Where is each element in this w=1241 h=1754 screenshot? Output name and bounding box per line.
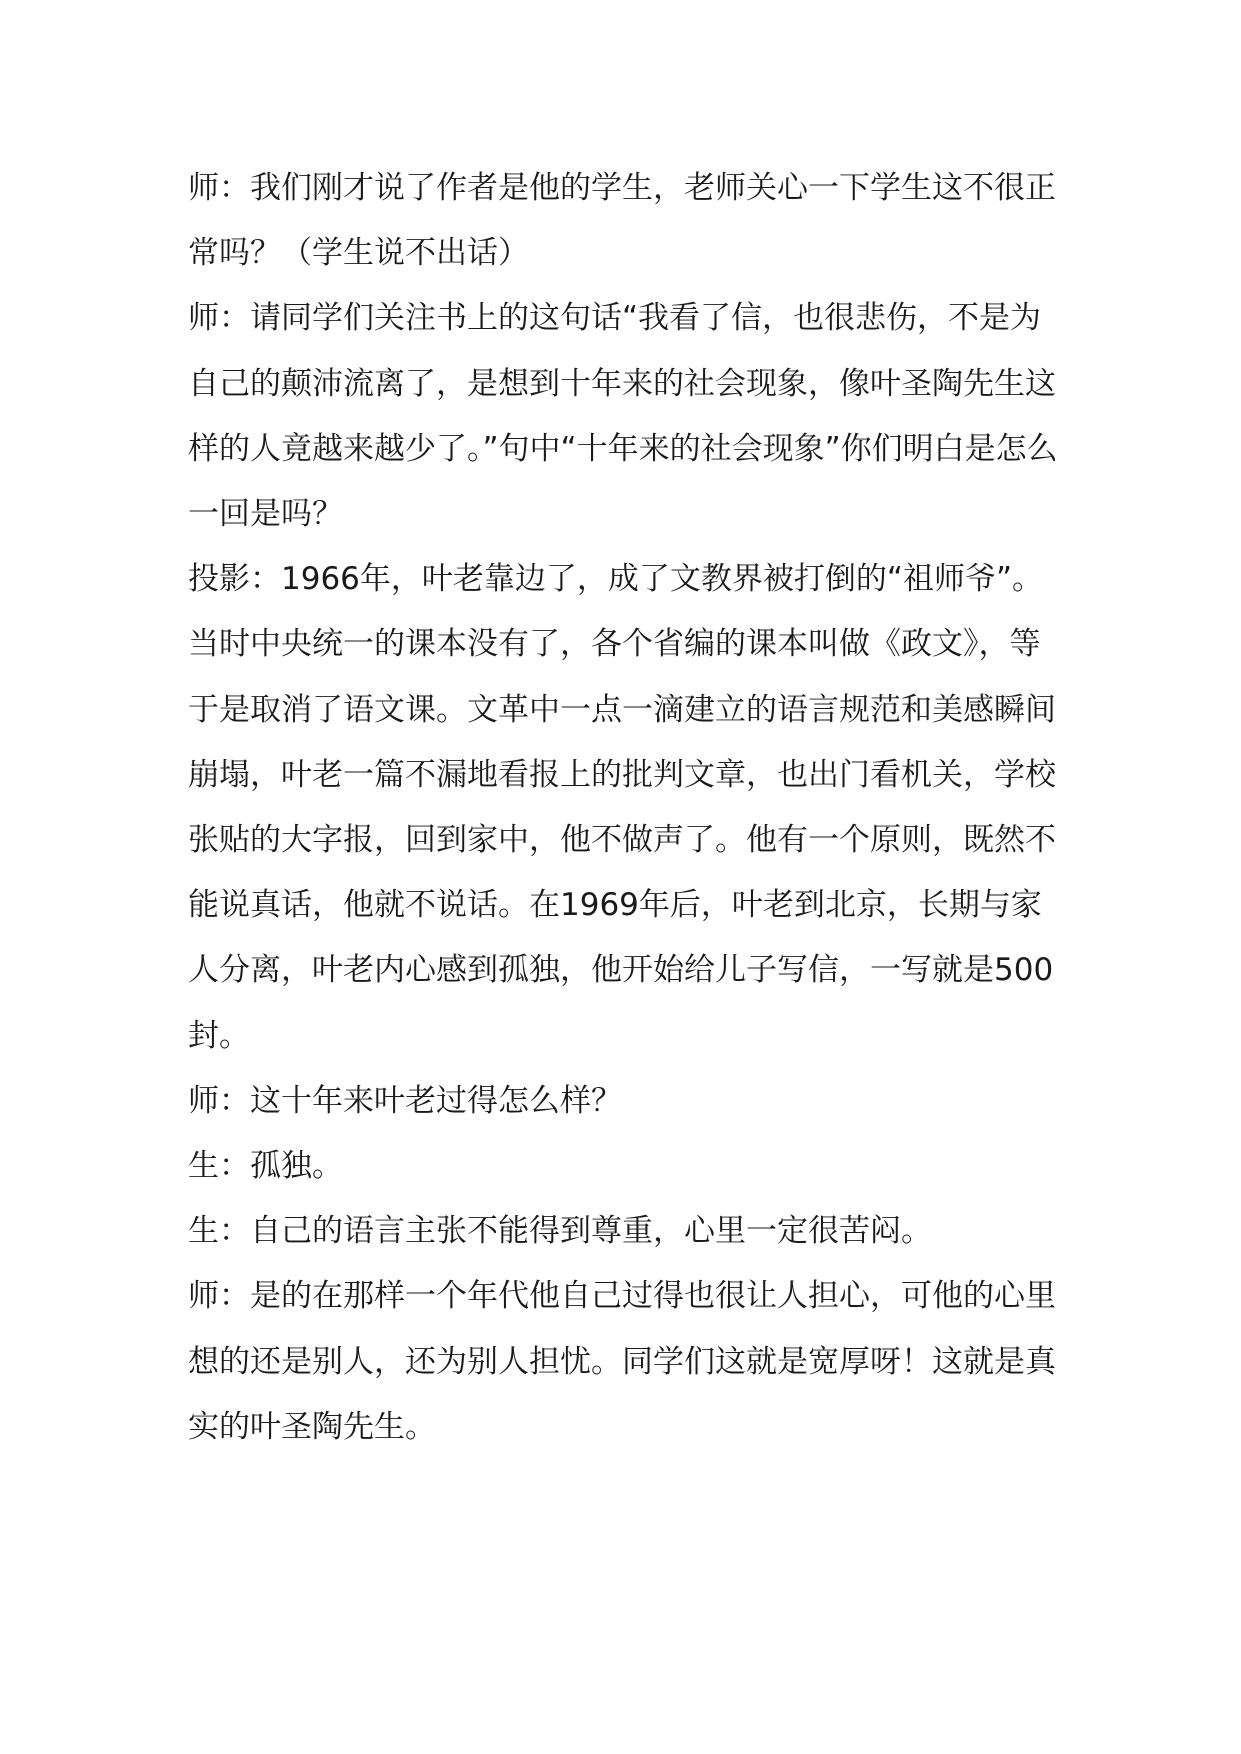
paragraph-projection: 投影：1966年，叶老靠边了，成了文教界被打倒的“祖师爷”。当时中央统一的课本没有了，各个省编的课本叫做《政文》，等于是取消了语文课。文革中一点一滴建立的语言规范和美感瞬间崩塌，叶老一篇不漏地看报上的批判文章，也出门看机关，学校张贴的大字报，回到家中，他不做声了。他有一个原则，既然不能说真话，他就不说话。在1969年后，叶老到北京，长期与家人分离，叶老内心感到孤独，他开始给儿子写信，一写就是500封。 [188,561,1056,1054]
paragraph-teacher-question: 师：我们刚才说了作者是他的学生，老师关心一下学生这不很正常吗？（学生说不出话） [188,170,1056,272]
paragraph-teacher-summary: 师：是的在那样一个年代他自己过得也很让人担心，可他的心里想的还是别人，还为别人担忧。同学们这就是宽厚呀！这就是真实的叶圣陶先生。 [188,1278,1056,1445]
document-body [188,156,1068,1460]
paragraph-student-answer-1: 生：孤独。 [188,1148,343,1185]
paragraph-teacher-quote: 师：请同学们关注书上的这句话“我看了信，也很悲伤，不是为自己的颠沛流离了，是想到十年来的社会现象，像叶圣陶先生这样的人竟越来越少了。”句中“十年来的社会现象”你们明白是怎么一回是吗？ [188,300,1058,533]
paragraph-student-answer-2: 生：自己的语言主张不能得到尊重，心里一定很苦闷。 [188,1213,932,1250]
paragraph-teacher-ask: 师：这十年来叶老过得怎么样？ [188,1082,622,1119]
